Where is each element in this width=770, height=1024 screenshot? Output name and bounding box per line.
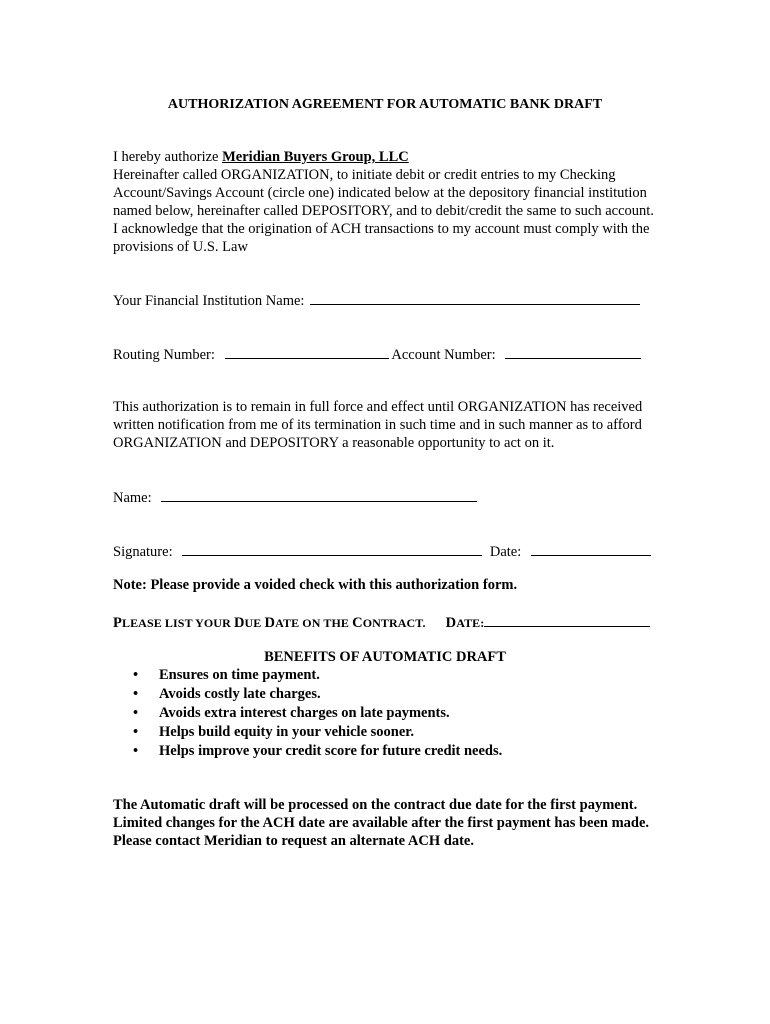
date-field[interactable]: [531, 541, 651, 556]
due-date-text: ONTRACT.: [362, 616, 426, 630]
due-date-text: UE: [244, 616, 265, 630]
list-item: • Helps build equity in your vehicle sooner.: [133, 723, 502, 742]
institution-row: [113, 290, 658, 310]
organization-name: Meridian Buyers Group, LLC: [222, 149, 409, 165]
authorization-paragraph: This authorization is to remain in full force and effect until ORGANIZATION has received written notification from me of its termination in such time and in such manner as to afford ORGANIZATION and DEPOSITORY a reasonable opportunity to act on it.: [113, 399, 643, 451]
signature-label: Signature:: [113, 544, 173, 560]
intro-lead: I hereby authorize: [113, 149, 223, 165]
signature-field[interactable]: [182, 541, 482, 556]
benefits-title: BENEFITS OF AUTOMATIC DRAFT: [264, 649, 506, 665]
name-label: Name:: [113, 490, 152, 506]
routing-account-row: [113, 344, 658, 364]
name-row: [113, 487, 658, 507]
benefits-list: [133, 666, 502, 761]
routing-number-field[interactable]: [225, 344, 389, 359]
list-item: • Avoids extra interest charges on late payments.: [133, 704, 502, 723]
account-number-field[interactable]: [505, 344, 641, 359]
intro-paragraph: [113, 148, 658, 256]
institution-field[interactable]: [310, 290, 640, 305]
institution-label: Your Financial Institution Name:: [113, 293, 305, 309]
due-date-text: D: [233, 615, 245, 631]
due-date-row: [113, 612, 658, 632]
list-item: • Avoids costly late charges.: [133, 685, 502, 704]
contract-date-label: ATE:: [456, 616, 485, 630]
due-date-text: LEASE LIST YOUR: [121, 616, 234, 630]
due-date-text: C: [352, 615, 363, 631]
intro-body: Hereinafter called ORGANIZATION, to initiate debit or credit entries to my Checking Account/Savings Account (circle one) indicated below at the depository financial institution named below, hereinafter called DEPOSITORY, and to debit/credit the same to such account. I acknowledge that the origination of ACH transactions to my account must comply with the provisions of U.S. Law: [113, 167, 654, 255]
due-date-text: P: [113, 615, 122, 631]
signature-row: [113, 541, 658, 561]
due-date-text: ATE ON THE: [275, 616, 353, 630]
document-title: AUTHORIZATION AGREEMENT FOR AUTOMATIC BANK DRAFT: [167, 97, 603, 112]
routing-label: Routing Number:: [113, 347, 215, 363]
voided-check-note: Note: Please provide a voided check with this authorization form.: [113, 577, 518, 593]
contract-date-field[interactable]: [484, 612, 650, 627]
name-field[interactable]: [161, 487, 477, 502]
list-item: • Helps improve your credit score for future credit needs.: [133, 742, 502, 761]
contract-date-label: D: [445, 615, 457, 631]
list-item: • Ensures on time payment.: [133, 666, 502, 685]
account-label: Account Number:: [391, 347, 496, 363]
date-label: Date:: [489, 544, 522, 560]
due-date-text: D: [264, 615, 276, 631]
closing-paragraph: The Automatic draft will be processed on the contract due date for the first payment. Limited changes for the ACH date are available after the first payment has been made. Please contact Meridian to request an alternate ACH date.: [113, 797, 650, 849]
